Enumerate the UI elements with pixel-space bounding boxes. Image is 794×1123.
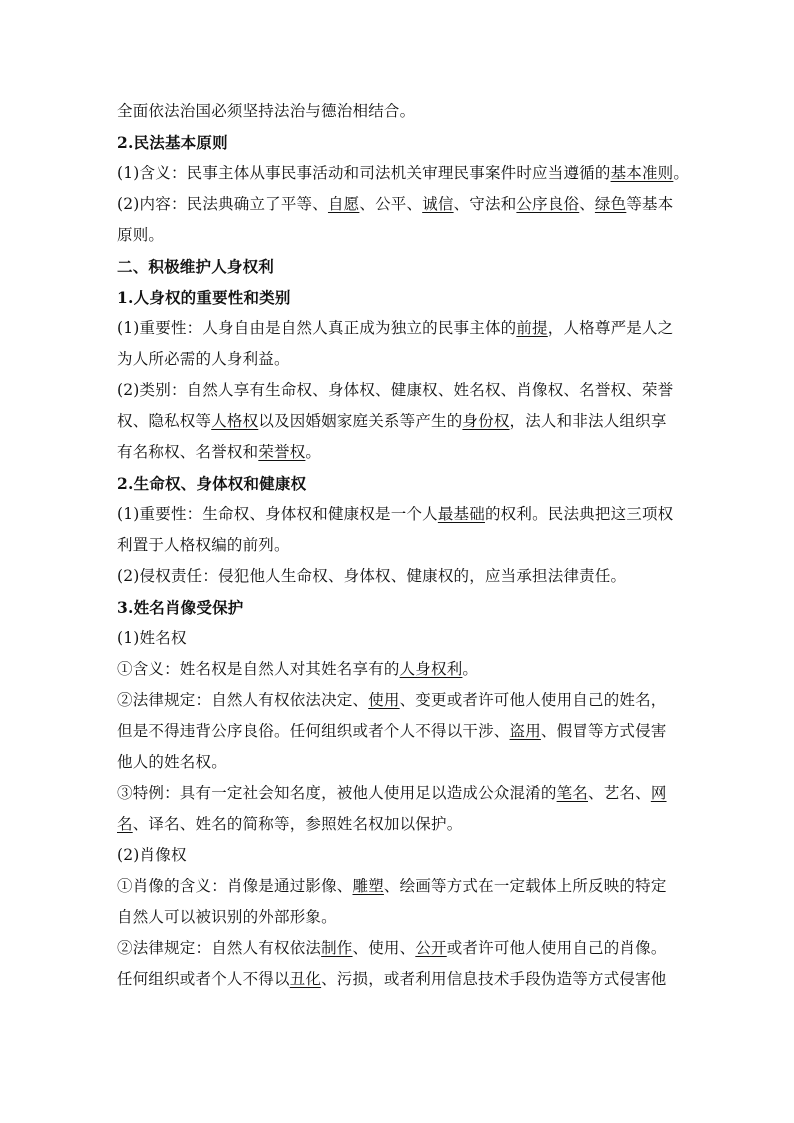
text-segment: ②法律规定：自然人有权依法 bbox=[117, 939, 322, 957]
text-segment: (2)内容：民法典确立了平等、 bbox=[117, 195, 328, 213]
text-line bbox=[117, 189, 687, 220]
text-line bbox=[117, 344, 687, 375]
text-segment: 以及因婚姻家庭关系等产生的 bbox=[258, 412, 463, 430]
text-segment: 2.民法基本原则 bbox=[117, 133, 228, 152]
underlined-key-term: 丑化 bbox=[289, 970, 322, 988]
text-segment: 原则。 bbox=[117, 226, 165, 244]
section-heading bbox=[117, 282, 687, 313]
underlined-key-term: 身份权 bbox=[462, 412, 510, 430]
text-line bbox=[117, 840, 687, 871]
text-segment: 、假冒等方式侵害 bbox=[540, 722, 667, 740]
underlined-key-term: 基本准则 bbox=[610, 164, 674, 182]
underlined-key-term: 盗用 bbox=[509, 722, 541, 740]
text-line bbox=[117, 871, 687, 902]
section-heading bbox=[117, 468, 687, 499]
text-segment: (2)类别：自然人享有生命权、身体权、健康权、姓名权、肖像权、名誉权、荣誉 bbox=[117, 381, 674, 399]
text-line bbox=[117, 96, 687, 127]
text-line bbox=[117, 747, 687, 778]
text-line bbox=[117, 809, 687, 840]
underlined-key-term: 使用 bbox=[368, 691, 400, 709]
text-segment: (2)侵权责任：侵犯他人生命权、身体权、健康权的，应当承担法律责任。 bbox=[117, 567, 627, 585]
text-segment: 。 bbox=[462, 660, 479, 678]
text-line bbox=[117, 375, 687, 406]
text-segment: 、艺名、 bbox=[588, 784, 651, 802]
text-line bbox=[117, 902, 687, 933]
text-segment: (1)姓名权 bbox=[117, 629, 187, 647]
text-line bbox=[117, 933, 687, 964]
text-segment: (1)重要性：人身自由是自然人真正成为独立的民事主体的 bbox=[117, 319, 517, 337]
text-segment: ，法人和非法人组织享 bbox=[509, 412, 667, 430]
text-segment: 权、隐私权等 bbox=[117, 412, 212, 430]
text-segment: 1.人身权的重要性和类别 bbox=[117, 288, 291, 307]
text-segment: 全面依法治国必须坚持法治与德治相结合。 bbox=[117, 102, 416, 120]
text-segment: ，人格尊严是人之 bbox=[547, 319, 674, 337]
text-segment: 、译名、姓名的简称等，参照姓名权加以保护。 bbox=[132, 815, 463, 833]
text-segment: ③特例：具有一定社会知名度，被他人使用足以造成公众混淆的 bbox=[117, 784, 557, 802]
text-segment: (2)肖像权 bbox=[117, 846, 187, 864]
text-segment: 、使用、 bbox=[352, 939, 416, 957]
underlined-key-term: 名 bbox=[117, 815, 133, 833]
text-segment: 任何组织或者个人不得以 bbox=[117, 970, 290, 988]
underlined-key-term: 诚信 bbox=[422, 195, 454, 213]
text-segment: 自然人可以被识别的外部形象。 bbox=[117, 908, 337, 926]
text-line bbox=[117, 499, 687, 530]
text-segment: 利置于人格权编的前列。 bbox=[117, 536, 290, 554]
text-line bbox=[117, 654, 687, 685]
text-line bbox=[117, 406, 687, 437]
underlined-key-term: 笔名 bbox=[556, 784, 589, 802]
text-segment: 、守法和 bbox=[453, 195, 517, 213]
underlined-key-term: 绿色 bbox=[594, 195, 627, 213]
text-segment: 、污损，或者利用信息技术手段伪造等方式侵害他 bbox=[321, 970, 667, 988]
text-line bbox=[117, 716, 687, 747]
section-heading bbox=[117, 251, 687, 282]
underlined-key-term: 人身权利 bbox=[399, 660, 463, 678]
underlined-key-term: 公序良俗 bbox=[516, 195, 580, 213]
text-segment: 二、积极维护人身权利 bbox=[117, 257, 275, 276]
text-segment: 、变更或者许可他人使用自己的姓名， bbox=[399, 691, 667, 709]
text-line bbox=[117, 778, 687, 809]
underlined-key-term: 最基础 bbox=[437, 505, 485, 523]
text-line bbox=[117, 313, 687, 344]
text-segment: 但是不得违背公序良俗。任何组织或者个人不得以干涉、 bbox=[117, 722, 510, 740]
underlined-key-term: 自愿 bbox=[327, 195, 360, 213]
document-body bbox=[117, 96, 690, 995]
text-segment: (1)含义：民事主体从事民事活动和司法机关审理民事案件时应当遵循的 bbox=[117, 164, 611, 182]
text-segment: 。 bbox=[305, 443, 322, 461]
text-segment: 的权利。民法典把这三项权 bbox=[484, 505, 674, 523]
text-line bbox=[117, 437, 687, 468]
section-heading bbox=[117, 127, 687, 158]
underlined-key-term: 公开 bbox=[415, 939, 447, 957]
text-segment: 2.生命权、身体权和健康权 bbox=[117, 474, 307, 493]
text-line bbox=[117, 220, 687, 251]
underlined-key-term: 雕塑 bbox=[352, 877, 384, 895]
text-segment: (1)重要性：生命权、身体权和健康权是一个人 bbox=[117, 505, 438, 523]
text-segment: 3.姓名肖像受保护 bbox=[117, 598, 244, 617]
text-segment: 等基本 bbox=[626, 195, 674, 213]
text-segment: ①含义：姓名权是自然人对其姓名享有的 bbox=[117, 660, 400, 678]
underlined-key-term: 荣誉权 bbox=[258, 443, 306, 461]
text-segment: 他人的姓名权。 bbox=[117, 753, 227, 771]
underlined-key-term: 制作 bbox=[321, 939, 353, 957]
underlined-key-term: 网 bbox=[650, 784, 667, 802]
text-segment: 为人所必需的人身利益。 bbox=[117, 350, 290, 368]
underlined-key-term: 前提 bbox=[516, 319, 548, 337]
text-segment: ①肖像的含义：肖像是通过影像、 bbox=[117, 877, 353, 895]
text-segment: 、公平、 bbox=[359, 195, 423, 213]
text-segment: 有名称权、名誉权和 bbox=[117, 443, 259, 461]
text-segment: 。 bbox=[673, 164, 690, 182]
text-line bbox=[117, 623, 687, 654]
text-segment: ②法律规定：自然人有权依法决定、 bbox=[117, 691, 369, 709]
text-segment: 、 bbox=[579, 195, 595, 213]
text-line bbox=[117, 685, 687, 716]
text-line bbox=[117, 158, 690, 189]
underlined-key-term: 人格权 bbox=[211, 412, 259, 430]
text-line bbox=[117, 530, 687, 561]
text-line bbox=[117, 964, 687, 995]
text-segment: 或者许可他人使用自己的肖像。 bbox=[446, 939, 667, 957]
section-heading bbox=[117, 592, 687, 623]
text-segment: 、绘画等方式在一定载体上所反映的特定 bbox=[383, 877, 667, 895]
text-line bbox=[117, 561, 687, 592]
